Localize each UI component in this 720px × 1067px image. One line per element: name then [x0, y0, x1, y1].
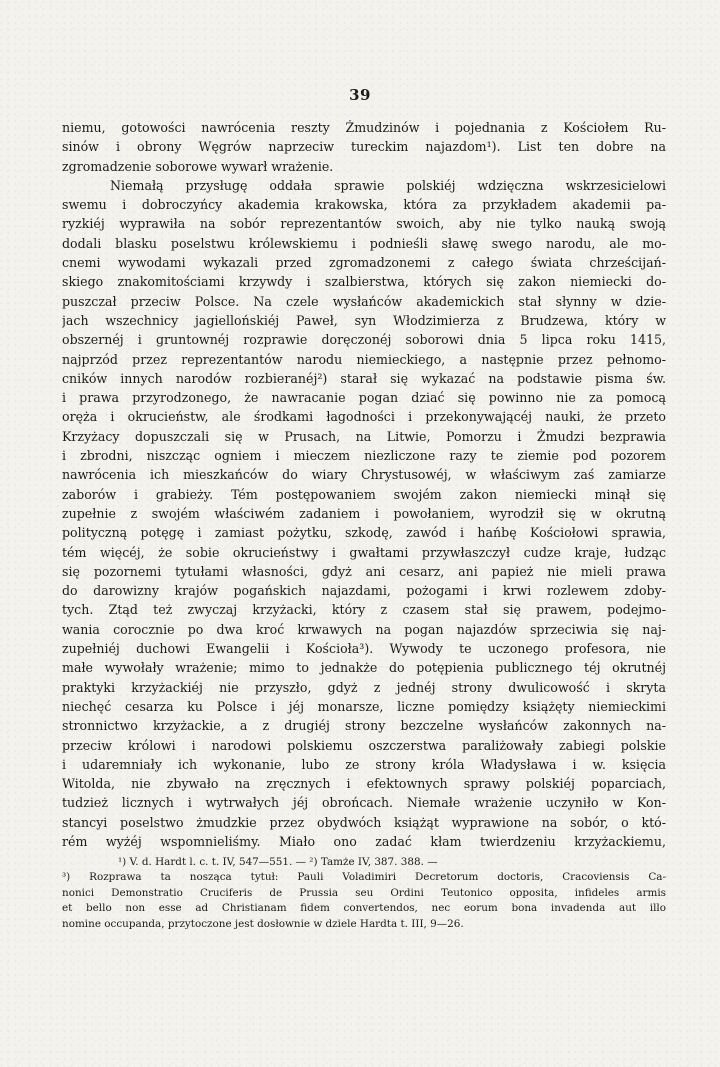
text-line: małe wywołały wrażenie; mimo to jednakże do potępienia publicznego téj okrutnéj	[62, 660, 666, 676]
text-line: tém więcéj, że sobie okrucieństwy i gwałtami przywłaszczył cudze kraje, łudząc	[62, 544, 666, 560]
text-line: się pozornemi tytułami własności, gdyż ani cesarz, ani papież nie mieli prawa	[62, 563, 666, 579]
text-line: nawrócenia ich mieszkańców do wiary Chrystusowéj, w właściwym zaś zamiarze	[62, 467, 666, 483]
footnote-line: ³) Rozprawa ta nosząca tytuł: Pauli Voladimiri Decretorum doctoris, Cracoviensis Ca-	[62, 871, 666, 884]
text-line: rém wyżéj wspomnieliśmy. Miało ono zadać kłam twierdzeniu krzyżackiemu,	[62, 833, 666, 849]
text-line: puszczał przeciw Polsce. Na czele wysłańców akademickich stał słynny w dzie-	[62, 293, 666, 309]
text-line: wania corocznie po dwa kroć krwawych na pogan najazdów sprzeciwia się naj-	[62, 621, 666, 637]
text-line: zaborów i grabieży. Tém postępowaniem swojém zakon niemiecki minął się	[62, 486, 666, 502]
text-line: stronnictwo krzyżackie, a z drugiéj strony bezczelne wysłańców zakonnych na-	[62, 718, 666, 734]
page-number: 39	[349, 86, 371, 104]
text-line: jach wszechnicy jagiellońskiéj Paweł, syn Włodzimierza z Brudzewa, który w	[62, 312, 666, 328]
text-line: tych. Ztąd też zwyczaj krzyżacki, który z czasem stał się prawem, podejmo-	[62, 602, 666, 618]
text-line: oręża i okrucieństw, ale środkami łagodności i przekonywającéj nauki, że przeto	[62, 409, 666, 425]
text-line: i zbrodni, niszcząc ogniem i mieczem niezliczone razy te ziemie pod pozorem	[62, 448, 666, 464]
text-line: obszernéj i gruntownéj rozprawie doręczonéj soborowi dnia 5 lipca roku 1415,	[62, 332, 666, 348]
text-line: cnemi wywodami wykazali przed zgromadzonemi z całego świata chrześcijań-	[62, 255, 666, 271]
text-line: niechęć cesarza ku Polsce i jéj monarsze, liczne pomiędzy książęty niemieckimi	[62, 698, 666, 714]
text-line: ryzkiéj wyprawiła na sobór reprezentantów swoich, aby nie tylko nauką swoją	[62, 216, 666, 232]
text-line: i prawa przyrodzonego, że nawracanie pogan dziać się powinno nie za pomocą	[62, 390, 666, 406]
footnotes	[62, 855, 666, 932]
text-line: Witolda, nie zbywało na zręcznych i efektownych sprawy polskiéj poparciach,	[62, 776, 666, 792]
text-line: sinów i obrony Węgrów naprzeciw tureckim najazdom¹). List ten dobre na	[62, 139, 666, 155]
text-line: do darowizny krajów pogańskich najazdami, pożogami i krwi rozlewem zdoby-	[62, 583, 666, 599]
text-line: przeciw królowi i narodowi polskiemu oszczerstwa paraliżowały zabiegi polskie	[62, 737, 666, 753]
text-line: tudzież licznych i wytrwałych jéj obrońcach. Niemałe wrażenie uczyniło w Kon-	[62, 795, 666, 811]
footnote-line: nonici Demonstratio Cruciferis de Prussia seu Ordini Teutonico opposita, infideles armis	[62, 886, 666, 899]
footnote-line: ¹) V. d. Hardt l. c. t. IV, 547—551. — ²) Tamże IV, 387. 388. —	[118, 856, 438, 868]
text-line: stancyi poselstwo żmudzkie przez obydwóch książąt wyprawione na sobór, o któ-	[62, 814, 666, 830]
text-line: Niemałą przysługę oddała sprawie polskiéj wdzięczna wskrzesicielowi	[110, 177, 666, 193]
text-line: zgromadzenie soborowe wywarł wrażenie.	[62, 158, 334, 174]
text-line: skiego znakomitościami krzywdy i szalbierstwa, których się zakon niemiecki do-	[62, 274, 666, 290]
text-line: zupełnie z swojém właściwém zadaniem i powołaniem, wyrodził się w okrutną	[62, 505, 666, 521]
text-line: zupełniéj duchowi Ewangelii i Kościoła³). Wywody te uczonego profesora, nie	[62, 641, 666, 657]
text-line: praktyki krzyżackiéj nie przyszło, gdyż z jednéj strony dwulicowość i skryta	[62, 679, 666, 695]
footnote-line: nomine occupanda, przytoczone jest dosłownie w dziele Hardta t. III, 9—26.	[62, 917, 464, 930]
text-line: cników innych narodów rozbieranéj²) starał się wykazać na podstawie pisma św.	[62, 370, 666, 386]
text-line: najprzód przez reprezentantów narodu niemieckiego, a następnie przez pełnomo-	[62, 351, 666, 367]
text-line: i udaremniały ich wykonanie, lubo ze strony króla Władysława i w. księcia	[62, 756, 666, 772]
text-line: swemu i dobroczyńcy akademia krakowska, która za przykładem akademii pa-	[62, 197, 666, 213]
footnote-line: et bello non esse ad Christianam fidem convertendos, nec eorum bona invadenda aut illo	[62, 902, 666, 915]
text-line: Krzyżacy dopuszczali się w Prusach, na Litwie, Pomorzu i Żmudzi bezprawia	[62, 428, 666, 444]
text-line: polityczną potęgę i zamiast pożytku, szkodę, zawód i hańbę Kościołowi sprawia,	[62, 525, 666, 541]
text-line: dodali blasku poselstwu królewskiemu i podnieśli sławę swego narodu, ale mo-	[62, 235, 666, 251]
text-line: niemu, gotowości nawrócenia reszty Żmudzinów i pojednania z Kościołem Ru-	[62, 120, 666, 135]
main-text	[62, 118, 666, 851]
